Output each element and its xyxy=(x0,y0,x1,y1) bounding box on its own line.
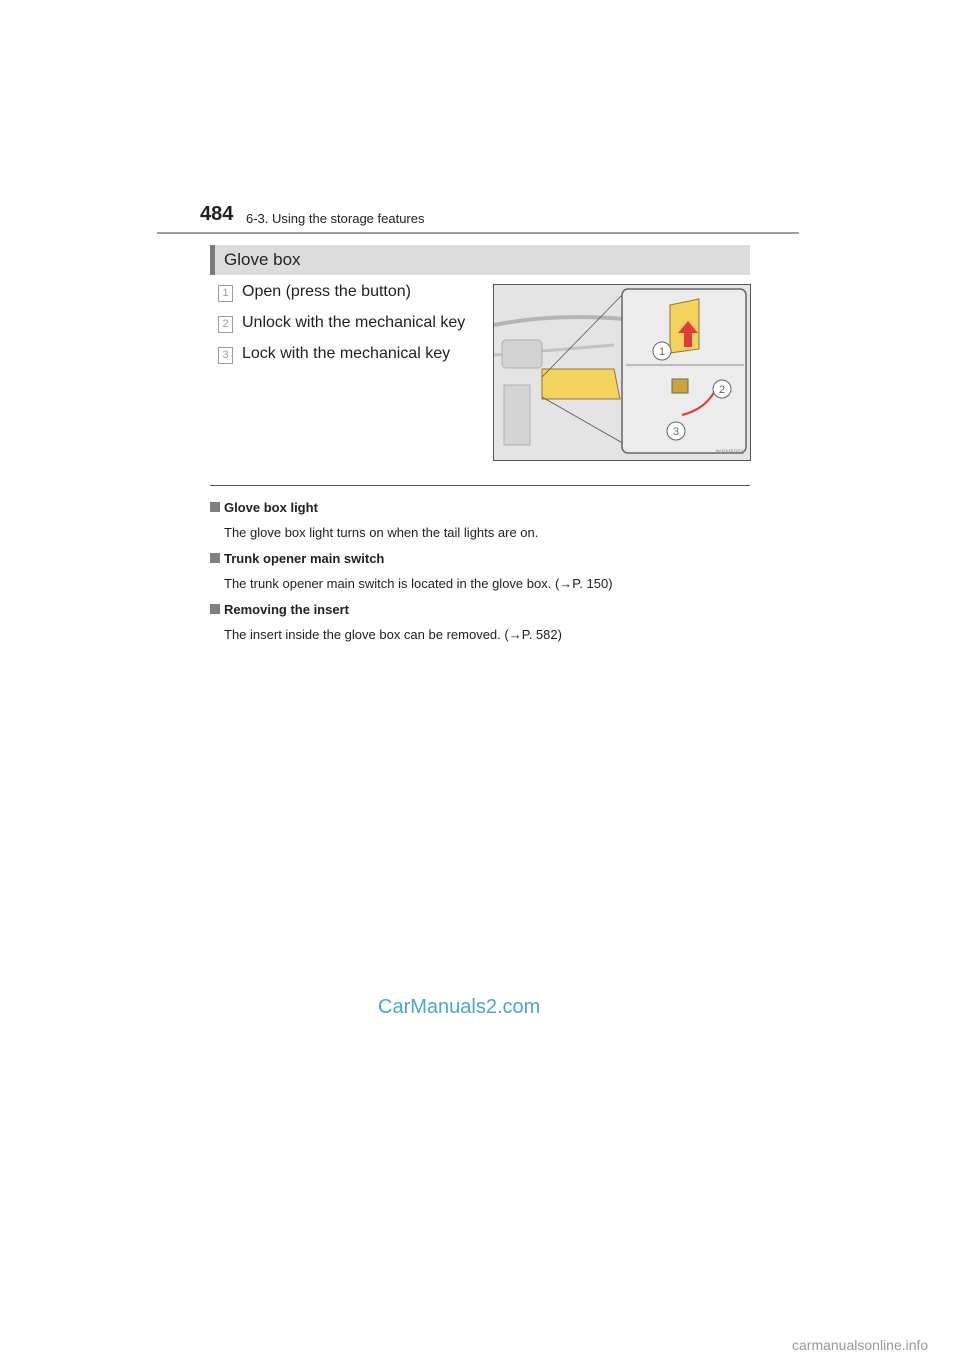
note-title: Removing the insert xyxy=(224,602,349,617)
note-heading xyxy=(210,500,318,515)
section-title: 6-3. Using the storage features xyxy=(246,211,425,226)
square-bullet-icon xyxy=(210,604,220,614)
glove-box-illustration xyxy=(493,284,751,461)
note-heading xyxy=(210,602,349,617)
dashboard-drawing xyxy=(494,285,750,460)
note-title: Glove box light xyxy=(224,500,318,515)
note-body: The glove box light turns on when the tail lights are on. xyxy=(224,525,539,540)
step-number: 1 xyxy=(218,285,233,302)
header-rule xyxy=(157,232,799,234)
step-number: 3 xyxy=(218,347,233,364)
note-body: The trunk opener main switch is located in the glove box. (→P. 150) xyxy=(224,576,613,591)
figure-code: INSM5001 xyxy=(715,450,744,456)
section-divider xyxy=(210,485,750,486)
heading-accent xyxy=(210,245,215,275)
step-number: 2 xyxy=(218,316,233,333)
step-text: Lock with the mechanical key xyxy=(242,345,451,362)
note-title: Trunk opener main switch xyxy=(224,551,385,566)
square-bullet-icon xyxy=(210,553,220,563)
page-number: 484 xyxy=(200,203,234,225)
step-text: Open (press the button) xyxy=(242,283,411,300)
glove-box-highlight xyxy=(542,369,620,399)
svg-text:3: 3 xyxy=(673,426,680,438)
heading-text: Glove box xyxy=(224,250,301,269)
svg-text:2: 2 xyxy=(719,384,726,396)
note-heading xyxy=(210,551,384,566)
svg-text:1: 1 xyxy=(659,346,666,358)
square-bullet-icon xyxy=(210,502,220,512)
footer-watermark: carmanualsonline.info xyxy=(792,1337,929,1353)
step-text: Unlock with the mechanical key xyxy=(242,314,466,331)
heading-bar xyxy=(210,245,750,275)
note-body: The insert inside the glove box can be removed. (→P. 582) xyxy=(224,627,562,642)
watermark-text: CarManuals2.com xyxy=(378,996,541,1018)
